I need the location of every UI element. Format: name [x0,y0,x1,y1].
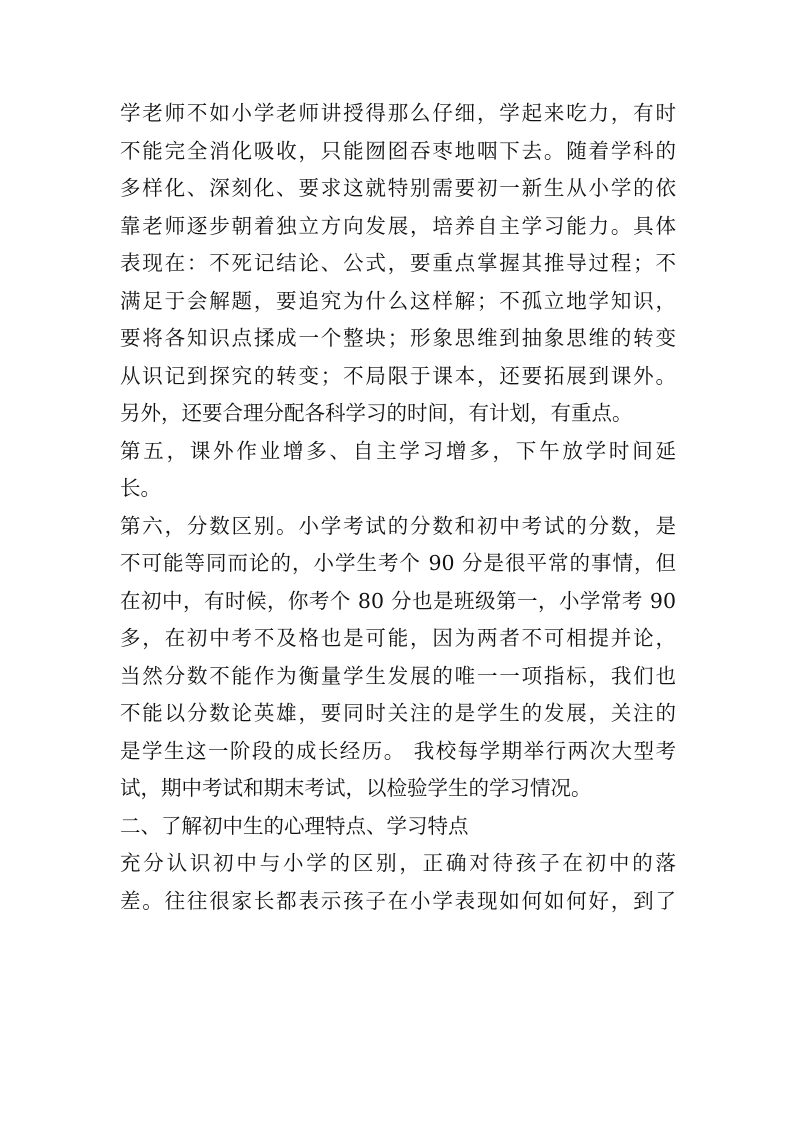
text-line: 长。 [120,476,161,500]
text-line: 第五，课外作业增多、自主学习增多，下午放学时间延 [120,438,676,463]
text-line: 学老师不如小学老师讲授得那么仔细，学起来吃力，有时 [120,101,676,125]
body-text [120,95,676,920]
text-line: 第六，分数区别。小学考试的分数和初中考试的分数，是 [120,513,676,538]
text-line: 从识记到探究的转变；不局限于课本，还要拓展到课外。 [120,363,676,388]
text-line: 多，在初中考不及格也是可能，因为两者不可相提并论， [120,626,676,650]
text-line: 不能以分数论英雄，要同时关注的是学生的发展，关注的 [120,701,676,725]
text-line: 二、了解初中生的心理特点、学习特点 [120,813,469,838]
text-line: 试，期中考试和期末考试，以检验学生的学习情况。 [120,776,592,800]
text-line: 表现在：不死记结论、公式，要重点掌握其推导过程；不 [120,251,676,275]
text-line: 多样化、深刻化、要求这就特别需要初一新生从小学的依 [120,176,676,200]
text-line: 满足于会解题，要追究为什么这样解；不孤立地学知识， [120,288,676,313]
text-line: 在初中，有时候，你考个 80 分也是班级第一，小学常考 90 [120,588,676,613]
text-line: 不可能等同而论的，小学生考个 90 分是很平常的事情，但 [120,551,676,575]
text-line: 靠老师逐步朝着独立方向发展，培养自主学习能力。具体 [120,213,676,238]
text-line: 不能完全消化吸收，只能囫囵吞枣地咽下去。随着学科的 [120,138,676,163]
text-line: 是学生这一阶段的成长经历。 我校每学期举行两次大型考 [120,738,676,763]
text-line: 差。往往很家长都表示孩子在小学表现如何如何好，到了 [120,888,676,913]
text-line: 当然分数不能作为衡量学生发展的唯一一项指标，我们也 [120,663,676,688]
text-line: 另外，还要合理分配各科学习的时间，有计划，有重点。 [120,401,633,425]
text-line: 充分认识初中与小学的区别，正确对待孩子在初中的落 [120,851,676,875]
text-line: 要将各知识点揉成一个整块；形象思维到抽象思维的转变 [120,326,676,350]
